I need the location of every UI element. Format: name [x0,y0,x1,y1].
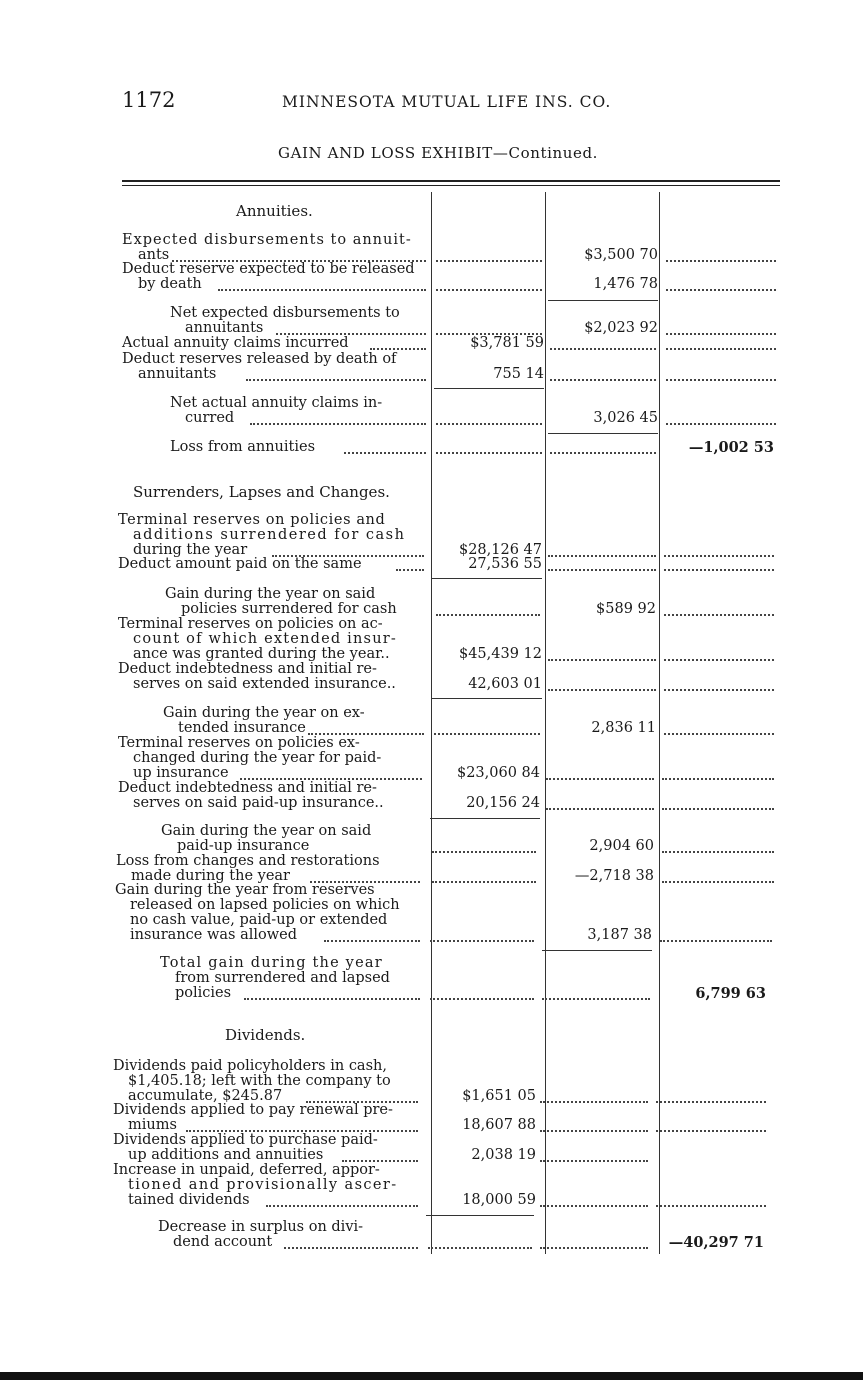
leader-dots [548,567,656,571]
sum-rule [432,698,542,699]
row-label: Terminal reserves on policies on ac- [118,616,383,632]
row-label: Net expected disbursements to [170,305,400,321]
row-label: Expected disbursements to annuit- [122,232,412,248]
row-label: from surrendered and lapsed [175,970,390,986]
row-label: annuitants [138,366,217,382]
row-label: by death [138,276,202,292]
sum-rule [548,300,658,301]
top-rule-2 [122,185,780,186]
row-label: additions surrendered for cash [133,527,406,543]
leader-dots [266,1203,418,1207]
leader-dots [664,567,774,571]
leader-dots [664,731,774,735]
row-label: $1,405.18; left with the company to [128,1073,391,1089]
row-label: Decrease in surplus on divi- [158,1219,364,1235]
value-cell: $589 92 [596,601,656,617]
section-heading-annuities: Annuities. [236,202,313,220]
leader-dots [436,287,542,291]
leader-dots [344,450,426,454]
section-total: 6,799 63 [695,985,766,1002]
row-label: Terminal reserves on policies ex- [118,735,360,751]
row-label: Deduct amount paid on the same [118,556,362,572]
top-rule [122,180,780,182]
value-cell: $28,126 47 [458,542,542,558]
row-label: made during the year [131,868,290,884]
leader-dots [542,996,650,1000]
leader-dots [540,1099,648,1103]
leader-dots [546,806,654,810]
value-cell: 1,476 78 [593,276,658,292]
row-label: Deduct indebtedness and initial re- [118,780,377,796]
row-label: count of which extended insur- [133,631,397,647]
row-label: Total gain during the year [160,955,383,971]
value-cell: 2,038 19 [471,1147,536,1163]
value-cell: 755 14 [493,366,544,382]
row-label: Loss from changes and restorations [116,853,380,869]
section-total: —40,297 71 [668,1234,764,1251]
leader-dots [546,776,654,780]
row-label: Actual annuity claims incurred [122,335,349,351]
leader-dots [548,657,656,661]
leader-dots [550,377,656,381]
row-label: tioned and provisionally ascer- [128,1177,398,1193]
leader-dots [664,553,774,557]
row-label: dend account [173,1234,273,1250]
leader-dots [244,996,420,1000]
leader-dots [660,938,772,942]
running-head: MINNESOTA MUTUAL LIFE INS. CO. [282,93,612,111]
leader-dots [436,450,542,454]
exhibit-title: GAIN AND LOSS EXHIBIT—Continued. [278,144,599,162]
value-cell: $1,651 05 [462,1088,536,1104]
row-label: accumulate, $245.87 [128,1088,283,1104]
row-label: during the year [133,542,248,558]
row-label: changed during the year for paid- [133,750,382,766]
leader-dots [428,1245,532,1249]
value-cell: —2,718 38 [574,868,654,884]
leader-dots [246,377,426,381]
value-cell: $45,439 12 [458,646,542,662]
leader-dots [550,346,656,350]
leader-dots [540,1203,648,1207]
value-cell: 18,607 88 [462,1117,536,1133]
page-number: 1172 [122,88,176,112]
scan-edge [0,1372,863,1380]
leader-dots [540,1128,648,1132]
value-cell: 27,536 55 [468,556,542,572]
leader-dots [664,657,774,661]
section-heading-surrenders: Surrenders, Lapses and Changes. [133,483,390,501]
leader-dots [656,1128,766,1132]
value-cell: $3,500 70 [584,247,658,263]
leader-dots [666,346,776,350]
sum-rule [548,433,658,434]
leader-dots [436,612,540,616]
leader-dots [218,287,426,291]
leader-dots [430,938,534,942]
sum-rule [432,578,542,579]
column-divider-3 [659,192,660,1254]
leader-dots [548,687,656,691]
row-label: Gain during the year on ex- [163,705,365,721]
row-label: Increase in unpaid, deferred, appor- [113,1162,380,1178]
value-cell: 3,187 38 [587,927,652,943]
row-label: serves on said paid-up insurance.. [133,795,384,811]
leader-dots [434,731,540,735]
row-label: Loss from annuities [170,439,316,455]
row-label: Dividends applied to pay renewal pre- [113,1102,393,1118]
value-cell: 2,836 11 [591,720,656,736]
leader-dots [656,1203,766,1207]
value-cell: $23,060 84 [456,765,540,781]
leader-dots [430,996,534,1000]
leader-dots [664,612,774,616]
row-label: Net actual annuity claims in- [170,395,383,411]
row-label: Dividends applied to purchase paid- [113,1132,378,1148]
leader-dots [250,421,426,425]
row-label: tained dividends [128,1192,250,1208]
value-cell: 2,904 60 [589,838,654,854]
leader-dots [662,879,774,883]
leader-dots [666,287,776,291]
leader-dots [662,806,774,810]
leader-dots [666,421,776,425]
row-label: insurance was allowed [130,927,298,943]
row-label: Gain during the year on said [165,586,376,602]
leader-dots [432,879,536,883]
value-cell: $2,023 92 [584,320,658,336]
leader-dots [540,1245,648,1249]
row-label: Deduct reserve expected to be released [122,261,415,277]
row-label: released on lapsed policies on which [130,897,400,913]
row-label: ants [138,247,170,263]
row-label: tended insurance [178,720,306,736]
leader-dots [436,421,542,425]
value-cell: 20,156 24 [466,795,540,811]
row-label: annuitants [185,320,264,336]
sum-rule [426,1215,534,1216]
row-label: Deduct reserves released by death of [122,351,397,367]
leader-dots [396,567,424,571]
row-label: paid-up insurance [177,838,310,854]
row-label: Dividends paid policyholders in cash, [113,1058,387,1074]
value-cell: $3,781 59 [470,335,544,351]
sum-rule [434,388,544,389]
sum-rule [430,818,540,819]
leader-dots [432,849,536,853]
leader-dots [548,553,656,557]
leader-dots [662,849,774,853]
row-label: Gain during the year from reserves [115,882,375,898]
row-label: Gain during the year on said [161,823,372,839]
leader-dots [662,776,774,780]
leader-dots [550,450,656,454]
leader-dots [436,258,542,262]
leader-dots [666,377,776,381]
row-label: up additions and annuities [128,1147,324,1163]
value-cell: 18,000 59 [462,1192,536,1208]
row-label: policies surrendered for cash [181,601,397,617]
row-label: ance was granted during the year.. [133,646,390,662]
row-label: Terminal reserves on policies and [118,512,386,528]
leader-dots [656,1099,766,1103]
leader-dots [370,346,426,350]
row-label: no cash value, paid-up or extended [130,912,388,928]
section-total: —1,002 53 [688,439,774,456]
sum-rule [542,950,652,951]
leader-dots [664,687,774,691]
leader-dots [666,331,776,335]
value-cell: 42,603 01 [468,676,542,692]
row-label: Deduct indebtedness and initial re- [118,661,377,677]
section-heading-dividends: Dividends. [225,1026,306,1044]
leader-dots [324,938,420,942]
row-label: miums [128,1117,177,1133]
leader-dots [666,258,776,262]
row-label: policies [175,985,232,1001]
value-cell: 3,026 45 [593,410,658,426]
row-label: curred [185,410,235,426]
leader-dots [284,1245,418,1249]
row-label: up insurance [133,765,229,781]
row-label: serves on said extended insurance.. [133,676,396,692]
leader-dots [540,1158,648,1162]
